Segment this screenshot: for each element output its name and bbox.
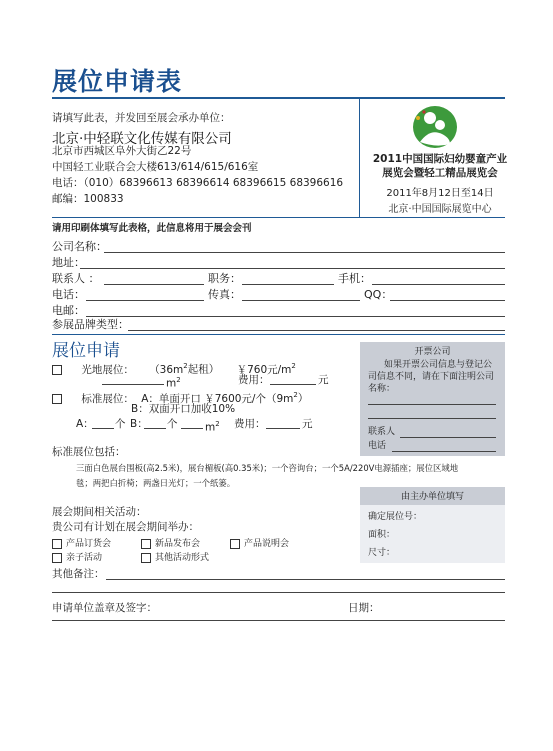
- fax-field[interactable]: [242, 300, 360, 301]
- mobile-label: 手机：: [338, 272, 371, 285]
- activity-checkbox-3[interactable]: [230, 539, 240, 549]
- activities-question: 贵公司有计划在展会期间举办：: [52, 521, 199, 533]
- bare-space-label: 光地展位：: [81, 363, 134, 376]
- standard-booth-label: 标准展位：: [81, 392, 134, 405]
- remarks-field-2[interactable]: [52, 592, 505, 593]
- std-qty-a-field[interactable]: [92, 428, 114, 429]
- header-bottom-divider: [52, 217, 505, 218]
- std-area-unit: $m^2$: [205, 420, 220, 434]
- qq-field[interactable]: [390, 300, 505, 301]
- remarks-field[interactable]: [106, 579, 505, 580]
- phone-field[interactable]: [86, 300, 204, 301]
- std-fee-label: 费用：: [234, 418, 266, 430]
- address-line-1: 北京市西城区阜外大街乙22号: [52, 145, 192, 157]
- std-fee-field[interactable]: [266, 428, 300, 429]
- activity-checkbox-5[interactable]: [141, 553, 151, 563]
- expo-title-line-1: 2011中国国际妇幼婴童产业: [372, 153, 508, 165]
- organizer-size-label: 尺寸：: [368, 548, 396, 558]
- activity-option-1[interactable]: 产品订货会: [52, 538, 111, 550]
- print-notice: 请用印刷体填写此表格，此信息将用于展会会刊: [52, 223, 252, 234]
- activity-checkbox-1[interactable]: [52, 539, 62, 549]
- brands-field[interactable]: [128, 330, 505, 331]
- expo-venue: 北京·中国国际展览中心: [388, 204, 492, 215]
- position-field[interactable]: [242, 284, 334, 285]
- bare-space-min-end: 起租）: [187, 363, 220, 376]
- std-qty-a-unit: 个: [115, 418, 126, 430]
- mobile-field[interactable]: [372, 284, 505, 285]
- includes-line-1: 三面白色展台围板(高2.5米)，展台楣板(高0.35米)；一个咨询台；一个5A/220V电源插座；展位区域地: [76, 463, 459, 473]
- std-qty-a-label: A：: [76, 418, 94, 430]
- std-area-field[interactable]: [181, 428, 203, 429]
- address-line-2: 中国轻工业联合会大楼613/614/615/616室: [52, 161, 259, 173]
- bare-fee-label: 费用：: [238, 374, 270, 386]
- activities-label: 展会期间相关活动：: [52, 506, 147, 518]
- contact-person-label: 联系人 ：: [52, 272, 100, 285]
- invoice-contact-label: 联系人: [368, 427, 396, 437]
- date-label: 日期：: [348, 602, 380, 614]
- organizer-body: [360, 505, 505, 563]
- organizer-booth-label: 确定展位号：: [368, 512, 423, 522]
- organizer-title: 由主办单位填写: [400, 492, 464, 502]
- std-qty-b-label: B：: [130, 418, 148, 430]
- activity-option-4[interactable]: 亲子活动: [52, 552, 102, 564]
- expo-dates: 2011年8月12日至14日: [386, 188, 494, 199]
- contact-intro: 请填写此表，并发回至展会承办单位：: [52, 112, 231, 124]
- std-qty-b-field[interactable]: [144, 428, 166, 429]
- bare-fee-yuan: 元: [318, 374, 329, 386]
- invoice-title: 开票公司: [414, 347, 451, 357]
- includes-label: 标准展位包括：: [52, 446, 126, 458]
- contact-postcode: 邮编：100833: [52, 193, 124, 205]
- organizer-company: 北京·中轻联文化传媒有限公司: [52, 131, 232, 147]
- address-field[interactable]: [80, 268, 505, 269]
- standard-booth-b: B：双面开口加收10%: [131, 403, 236, 415]
- invoice-text-1: 如果开票公司信息与登记公: [384, 360, 493, 370]
- contact-person-field[interactable]: [104, 284, 204, 285]
- sup-2: 2: [291, 362, 296, 370]
- invoice-phone-label: 电话: [368, 441, 387, 451]
- invoice-contact-field[interactable]: [400, 437, 496, 438]
- email-field[interactable]: [86, 316, 505, 317]
- activity-option-5[interactable]: 其他活动形式: [141, 552, 209, 564]
- page-title: 展位申请表: [52, 67, 183, 96]
- standard-booth-a: A：单面开口 ￥7600元/个（9m: [141, 392, 294, 405]
- bare-area-field[interactable]: [102, 384, 164, 385]
- invoice-name-field[interactable]: [368, 404, 496, 405]
- bare-space-checkbox[interactable]: [52, 365, 62, 375]
- qq-label: QQ：: [364, 288, 393, 301]
- remarks-label: 其他备注：: [52, 568, 105, 580]
- email-label: 电邮：: [52, 304, 85, 317]
- expo-title-line-2: 展览会暨轻工精品展览会: [382, 167, 498, 179]
- address-label: 地址：: [52, 256, 85, 269]
- application-heading: 展位申请: [52, 341, 120, 361]
- bare-space-price: ￥760元/m: [236, 363, 292, 376]
- bottom-rule: [52, 620, 505, 621]
- position-label: 职务：: [208, 272, 241, 285]
- std-qty-b-unit: 个: [167, 418, 178, 430]
- standard-booth-checkbox[interactable]: [52, 394, 62, 404]
- standard-booth-row: 标准展位： A：单面开口 ￥7600元/个$(9m^2)$: [52, 389, 308, 406]
- header-vertical-divider: [359, 99, 360, 217]
- activity-checkbox-4[interactable]: [52, 553, 62, 563]
- activity-checkbox-2[interactable]: [141, 539, 151, 549]
- invoice-name-label: 名称：: [368, 384, 396, 394]
- bare-space-min: （36m: [149, 363, 184, 376]
- invoice-phone-field[interactable]: [392, 451, 496, 452]
- company-name-field[interactable]: [104, 252, 505, 253]
- includes-line-2: 毯；两把白折椅；两盏日光灯；一个纸篓。: [76, 478, 236, 488]
- bare-fee-field[interactable]: [270, 384, 316, 385]
- activity-option-3[interactable]: 产品说明会: [230, 538, 289, 550]
- brands-label: 参展品牌类型：: [52, 318, 129, 331]
- expo-logo-icon: [406, 104, 464, 150]
- invoice-box: [360, 342, 505, 456]
- company-name-label: 公司名称：: [52, 240, 107, 253]
- contact-phone: 电话：（010）68396613 68396614 68396615 68396616: [52, 177, 344, 189]
- signature-label: 申请单位盖章及签字：: [52, 602, 157, 614]
- invoice-name-field-2[interactable]: [368, 418, 496, 419]
- title-divider: [52, 97, 505, 99]
- bare-area-unit: $m^2$: [166, 376, 181, 390]
- sup-2: 2: [183, 362, 188, 370]
- std-fee-yuan: 元: [302, 418, 313, 430]
- section-divider: [52, 334, 505, 335]
- organizer-area-label: 面积：: [368, 530, 396, 540]
- invoice-text-2: 司信息不同，请在下面注明公司: [368, 372, 495, 382]
- phone-label: 电话：: [52, 288, 85, 301]
- activity-option-2[interactable]: 新品发布会: [141, 538, 200, 550]
- fax-label: 传真：: [208, 288, 241, 301]
- organizer-box: [360, 487, 505, 563]
